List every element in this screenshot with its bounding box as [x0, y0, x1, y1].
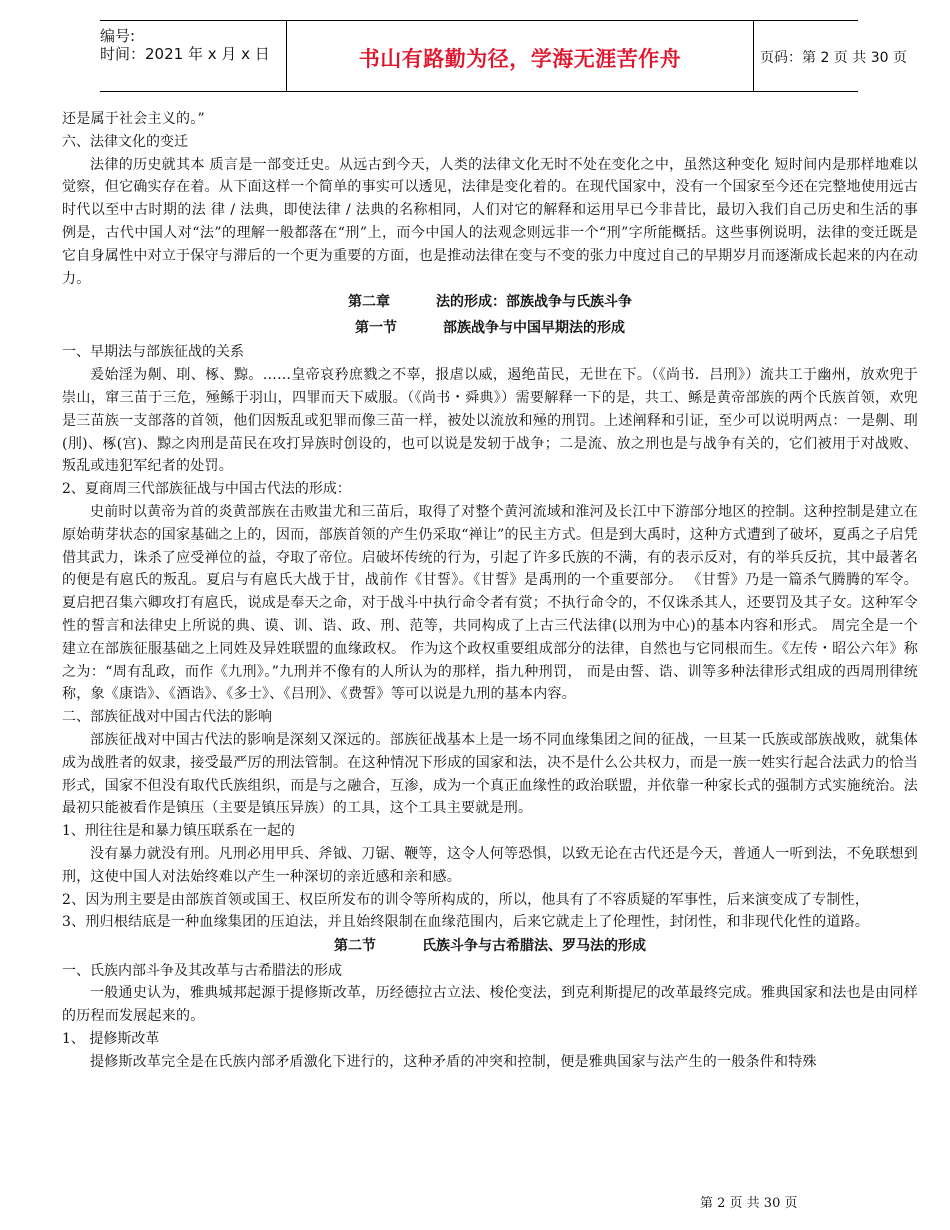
- page-header: [100, 20, 907, 92]
- section-heading: 二、部族征战对中国古代法的影响: [62, 709, 272, 726]
- header-meta: [100, 21, 286, 91]
- section-heading: 六、法律文化的变迁: [62, 133, 188, 150]
- section-heading: 1、刑往往是和暴力镇压联系在一起的: [62, 823, 295, 840]
- chapter-number: 第二章: [348, 294, 390, 311]
- list-item: 2、因为刑主要是由部族首领或国王、权臣所发布的训令等所构成的，所以，他具有了不容质疑的军事性，后来演变成了专制性，: [62, 891, 870, 908]
- document-body: [62, 108, 918, 1074]
- header-page-cell: [752, 21, 907, 91]
- section-heading: 1、 提修斯改革: [62, 1030, 160, 1047]
- paragraph: 爰始淫为劓、刵、椓、黥。……皇帝哀矜庶戮之不辜，报虐以威，遏绝苗民，无世在下。（《尚书．吕刑》）流共工于幽州，放欢兜于崇山，窜三苗于三危，殛鲧于羽山，四罪而天下威服。（《尚书・舜典》）需要解释一下的是，共工、鲧是黄帝部族的两个氏族首领，欢兜是三苗族一支部落的首领，他们因叛乱或犯罪而像三苗一样，被处以流放和殛的刑罚。上述阐释和引证，至少可以说明两点：一是劓、刵(刖)、椓(宫)、黥之肉刑是苗民在攻打异族时创设的，也可以说是发轫于战争；二是流、放之刑也是与战争有关的，它们被用于对战败、叛乱或违犯军纪者的处罚。: [62, 367, 918, 475]
- header-motto: 书山有路勤为径，学海无涯苦作舟: [358, 46, 682, 71]
- paragraph: 史前时以黄帝为首的炎黄部族在击败蚩尤和三苗后，取得了对整个黄河流域和淮河及长江中下游部分地区的控制。这种控制是建立在原始萌芽状态的国家基础之上的，因而，部族首领的产生仍采取“禅让”的民主方式。但是到大禹时，这种方式遭到了破坏，夏禹之子启凭借其武力，诛杀了应受禅位的益，夺取了帝位。启破坏传统的行为，引起了许多氏族的不满，有的表示反对，有的举兵反抗，其中最著名的便是有扈氏的叛乱。夏启与有扈氏大战于甘，战前作《甘誓》。《甘誓》是禹刑的一个重要部分。 《甘誓》乃是一篇杀气腾腾的军令。夏启把召集六卿攻打有扈氏，说成是奉天之命，对于战斗中执行命令者有赏；不执行命令的，不仅诛杀其人，还要罚及其子女。这种军令性的誓言和法律史上所说的典、谟、训、诰、政、刑、范等，共同构成了上古三代法律(以刑为中心)的基本内容和形式。 周完全是一个建立在部族征服基础之上同姓及异姓联盟的血缘政权。 作为这个政权重要组成部分的法律，自然也与它同根而生。《左传・昭公六年》称之为：“周有乱政，而作《九刑》。”九刑并不像有的人所认为的那样，指九种刑罚， 而是由誓、诰、训等多种法律形式组成的西周刑律统称，象《康诰》、《酒诰》、《多士》、《吕刑》、《费誓》等可以说是九刑的基本内容。: [62, 503, 918, 703]
- paragraph: 法律的历史就其本 质言是一部变迁史。从远古到今天，人类的法律文化无时不处在变化之中，虽然这种变化 短时间内是那样地难以觉察，但它确实存在着。从下面这样一个简单的事实可以透见，法律是变化着的。在现代国家中，没有一个国家至今还在完整地使用远古时代以至中古时期的法 律 / 法典，即使法律 / 法典的名称相同，人们对它的解释和运用早已今非昔比，最切入我们自己历史和生活的事例是，古代中国人对“法”的理解一般都落在“刑”上，而今中国人的法观念则远非一个“刑”字所能概括。这些事例说明，法律的变迁既是它自身属性中对立于保守与滞后的一个更为重要的方面，也是推动法律在变与不变的张力中度过自己的早期岁月而逐渐成长起来的内在动力。: [62, 156, 918, 287]
- chapter-title: 法的形成：部族战争与氏族斗争: [436, 294, 632, 311]
- section-heading: 一、氏族内部斗争及其改革与古希腊法的形成: [62, 962, 342, 979]
- section-number: 第一节: [355, 319, 397, 336]
- list-item: 3、刑归根结底是一种血缘集团的压迫法，并且始终限制在血缘范围内，后来它就走上了伦理性，封闭性，和非现代化性的道路。: [62, 914, 870, 931]
- page-footer: 第 2 页 共 30 页: [700, 1196, 798, 1211]
- section-heading: 一、早期法与部族征战的关系: [62, 344, 244, 361]
- paragraph: 没有暴力就没有刑。凡刑必用甲兵、斧钺、刀锯、鞭等，这令人何等恐惧，以致无论在古代还是今天，普通人一听到法，不免联想到刑，这使中国人对法始终难以产生一种深切的亲近感和亲和感。: [62, 845, 918, 885]
- document-number-label: 编号:: [100, 27, 136, 45]
- section-heading-centered: [62, 934, 918, 960]
- paragraph: 提修斯改革完全是在氏族内部矛盾激化下进行的，这种矛盾的冲突和控制，便是雅典国家与法产生的一般条件和特殊: [90, 1053, 817, 1070]
- section-heading: 2、夏商周三代部族征战与中国古代法的形成：: [62, 481, 351, 498]
- header-page-info: 页码：第 2 页 共 30 页: [760, 50, 907, 66]
- document-time: 时间：2021 年 x 月 x 日: [100, 45, 270, 63]
- section-title: 氏族斗争与古希腊法、罗马法的形成: [422, 938, 646, 955]
- paragraph: 部族征战对中国古代法的影响是深刻又深远的。部族征战基本上是一场不同血缘集团之间的征战，一旦某一氏族或部族战败，就集体成为战胜者的奴隶，接受最严厉的刑法管制。在这种情况下形成的国家和法，决不是什么公共权力，而是一族一姓实行起合法武力的恰当形式，国家不但没有取代氏族组织，而是与之融合，互渗，成为一个真正血缘性的政治联盟，并依靠一种家长式的强制方式实施统治。法最初只能被看作是镇压（主要是镇压异族）的工具，这个工具主要就是刑。: [62, 731, 918, 817]
- section-heading-centered: [62, 316, 918, 342]
- chapter-heading: [62, 290, 918, 316]
- section-title: 部族战争与中国早期法的形成: [443, 319, 625, 336]
- paragraph: 还是属于社会主义的。”: [62, 111, 205, 127]
- paragraph: 一般通史认为，雅典城邦起源于提修斯改革，历经德拉古立法、梭伦变法，到克利斯提尼的改革最终完成。雅典国家和法也是由同样的历程而发展起来的。: [62, 985, 918, 1025]
- section-number: 第二节: [334, 938, 376, 955]
- header-motto-cell: [286, 21, 754, 91]
